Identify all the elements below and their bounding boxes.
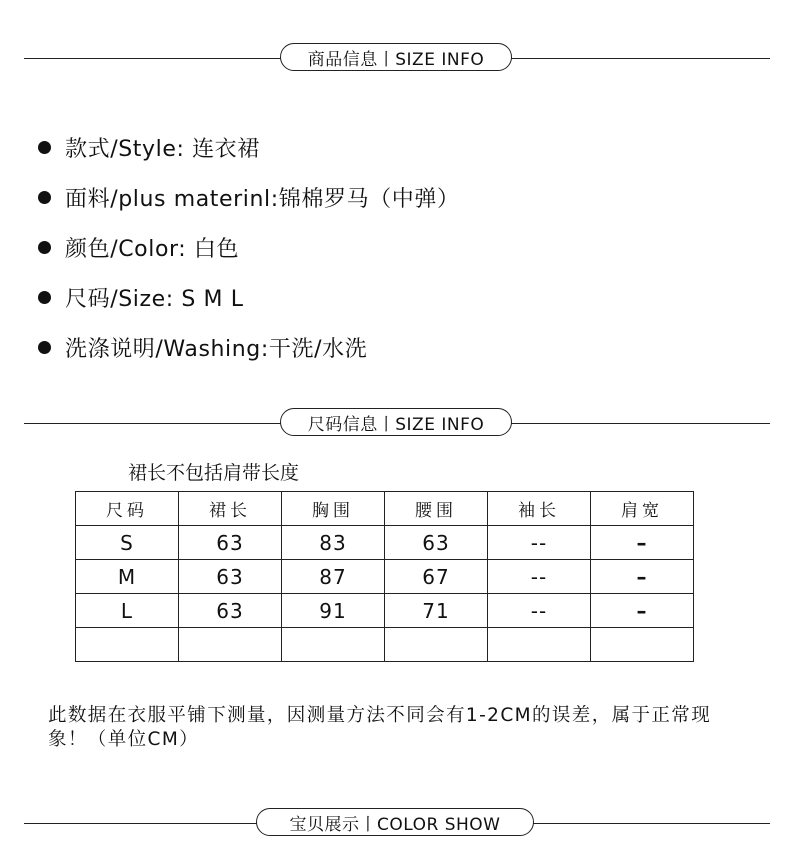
table-cell: 63 bbox=[179, 526, 282, 560]
column-header: 肩宽 bbox=[591, 492, 694, 526]
table-cell: 63 bbox=[385, 526, 488, 560]
table-cell bbox=[385, 628, 488, 662]
table-cell: – bbox=[591, 526, 694, 560]
size-info-title: 尺码信息丨SIZE INFO bbox=[280, 408, 512, 436]
column-header: 腰围 bbox=[385, 492, 488, 526]
table-cell: 71 bbox=[385, 594, 488, 628]
measurement-note: 此数据在衣服平铺下测量，因测量方法不同会有1-2CM的误差，属于正常现象！（单位CM） bbox=[48, 705, 712, 750]
table-row bbox=[76, 628, 694, 662]
table-cell: S bbox=[76, 526, 179, 560]
table-cell bbox=[488, 628, 591, 662]
table-row bbox=[76, 526, 694, 560]
color-show-header bbox=[24, 808, 770, 838]
table-cell: – bbox=[591, 560, 694, 594]
size-info-header bbox=[24, 408, 770, 438]
table-row bbox=[76, 560, 694, 594]
attribute-text: 面料/plus materinl:锦棉罗马（中弹） bbox=[65, 186, 460, 212]
table-header-row bbox=[76, 492, 694, 526]
size-table bbox=[75, 491, 694, 662]
list-item bbox=[38, 272, 460, 322]
table-cell: 87 bbox=[282, 560, 385, 594]
product-info-title: 商品信息丨SIZE INFO bbox=[280, 43, 512, 71]
bullet-icon bbox=[38, 241, 51, 254]
list-item bbox=[38, 122, 460, 172]
list-item bbox=[38, 322, 460, 372]
table-cell bbox=[282, 628, 385, 662]
attribute-text: 款式/Style: 连衣裙 bbox=[65, 136, 260, 162]
column-header: 尺码 bbox=[76, 492, 179, 526]
bullet-icon bbox=[38, 141, 51, 154]
table-caption: 裙长不包括肩带长度 bbox=[128, 462, 300, 484]
table-cell bbox=[179, 628, 282, 662]
attribute-text: 颜色/Color: 白色 bbox=[65, 236, 240, 262]
bullet-icon bbox=[38, 291, 51, 304]
bullet-icon bbox=[38, 191, 51, 204]
table-cell: -- bbox=[488, 594, 591, 628]
table-cell: 63 bbox=[179, 560, 282, 594]
table-cell: -- bbox=[488, 560, 591, 594]
list-item bbox=[38, 222, 460, 272]
product-info-header bbox=[24, 43, 770, 73]
bullet-icon bbox=[38, 341, 51, 354]
attribute-list bbox=[38, 122, 460, 372]
table-cell: M bbox=[76, 560, 179, 594]
table-cell: 83 bbox=[282, 526, 385, 560]
table-cell: – bbox=[591, 594, 694, 628]
table-row bbox=[76, 594, 694, 628]
column-header: 袖长 bbox=[488, 492, 591, 526]
column-header: 裙长 bbox=[179, 492, 282, 526]
table-cell: -- bbox=[488, 526, 591, 560]
table-cell: L bbox=[76, 594, 179, 628]
table-cell: 91 bbox=[282, 594, 385, 628]
table-cell bbox=[591, 628, 694, 662]
list-item bbox=[38, 172, 460, 222]
attribute-text: 洗涤说明/Washing:干洗/水洗 bbox=[65, 336, 368, 362]
table-cell: 63 bbox=[179, 594, 282, 628]
attribute-text: 尺码/Size: S M L bbox=[65, 286, 244, 312]
table-cell bbox=[76, 628, 179, 662]
color-show-title: 宝贝展示丨COLOR SHOW bbox=[256, 808, 534, 836]
table-cell: 67 bbox=[385, 560, 488, 594]
column-header: 胸围 bbox=[282, 492, 385, 526]
